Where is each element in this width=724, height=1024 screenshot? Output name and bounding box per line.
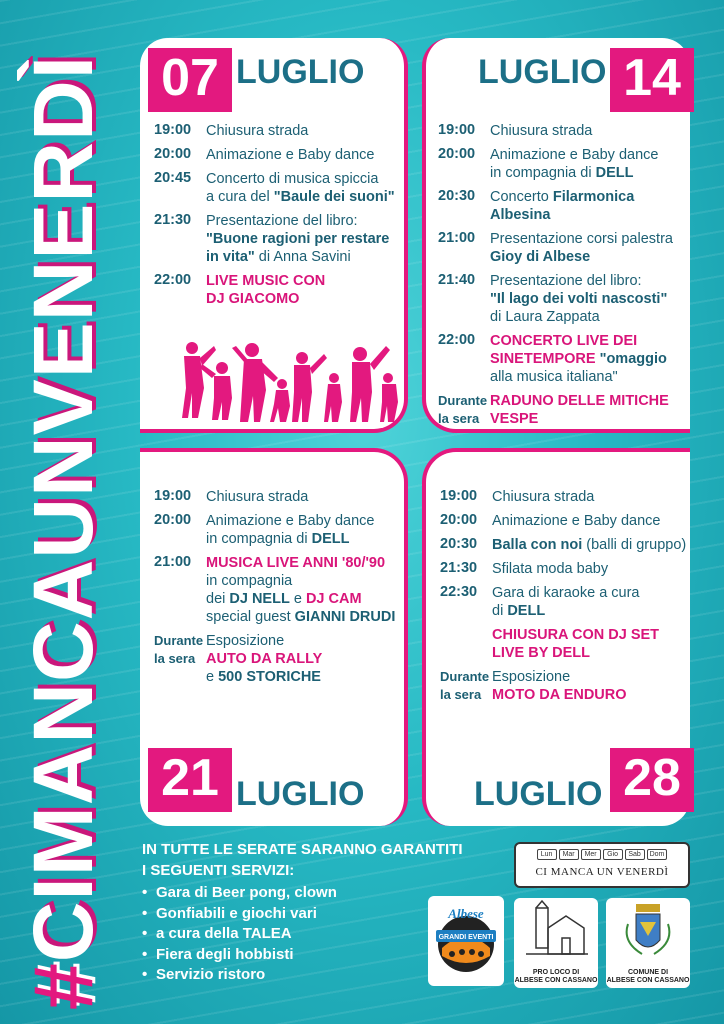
- service-item: • Servizio ristoro: [142, 965, 482, 986]
- event-time: Durante la sera: [438, 393, 488, 426]
- schedule-row: [438, 392, 690, 428]
- service-item: • Gara di Beer pong, clown: [142, 883, 482, 904]
- weekday: Mer: [581, 849, 601, 860]
- event-time: 20:00: [154, 512, 192, 528]
- schedule-row: [438, 332, 690, 386]
- weekday-row: [516, 849, 688, 860]
- schedule-row: [440, 626, 690, 662]
- month-label: LUGLIO: [478, 53, 607, 91]
- service-item: • Fiera degli hobbisti: [142, 945, 482, 966]
- schedule-row: [154, 272, 402, 308]
- event-description: [206, 512, 402, 548]
- event-card-07: [140, 38, 408, 433]
- schedule-row: [438, 122, 690, 140]
- event-text: Chiusura strada: [492, 489, 595, 505]
- event-description: [490, 332, 690, 386]
- schedule-row: [154, 170, 402, 206]
- event-text: DELL: [595, 165, 634, 181]
- event-text: Gara di karaoke a cura: [492, 585, 640, 601]
- event-time: 21:30: [440, 560, 478, 576]
- event-text: SINETEMPORE: [490, 351, 596, 367]
- coat-of-arms-icon: [606, 898, 690, 968]
- event-text: Chiusura strada: [206, 123, 309, 139]
- event-time: 21:00: [438, 230, 476, 246]
- event-time: 19:00: [154, 122, 192, 138]
- services-heading-2: I SEGUENTI SERVIZI:: [142, 861, 295, 879]
- event-text: (balli di gruppo): [582, 537, 687, 553]
- weekday: Dom: [647, 849, 668, 860]
- event-text: CHIUSURA CON DJ SET: [492, 627, 660, 643]
- event-text: alla musica italiana": [490, 369, 618, 385]
- event-time: 22:00: [154, 272, 192, 288]
- albese-logo-title: Albese: [448, 906, 484, 921]
- event-text: Presentazione del libro:: [490, 273, 642, 289]
- schedule-row: [440, 668, 690, 704]
- pro-loco-caption: PRO LOCO DI ALBESE CON CASSANO: [514, 969, 598, 984]
- ci-manca-text: CI MANCA UN VENERDÌ: [535, 866, 669, 878]
- event-text: MUSICA LIVE ANNI '80/'90: [206, 555, 386, 571]
- schedule-row: [440, 560, 690, 578]
- event-text: Concerto di musica spiccia: [206, 171, 379, 187]
- albese-grandi-eventi-logo: [428, 896, 504, 986]
- event-description: [206, 212, 402, 266]
- event-description: [206, 272, 402, 308]
- schedule-row: [154, 632, 402, 686]
- albese-logo-icon: [428, 896, 504, 986]
- event-text: GIANNI DRUDI: [294, 609, 396, 625]
- event-text: dei: [206, 591, 230, 607]
- event-description: [490, 392, 690, 428]
- day-number: 21: [148, 748, 232, 812]
- event-description: [492, 584, 690, 620]
- event-time: 19:00: [440, 488, 478, 504]
- event-description: [490, 272, 690, 326]
- event-text: Chiusura strada: [490, 123, 593, 139]
- event-text: a cura del: [206, 189, 274, 205]
- schedule-row: [154, 146, 402, 164]
- event-text: Animazione e Baby dance: [490, 147, 659, 163]
- event-text: "Baule dei suoni": [273, 189, 395, 205]
- schedule-row: [440, 512, 690, 530]
- event-text: "omaggio: [595, 351, 667, 367]
- event-description: [206, 554, 402, 626]
- event-text: in vita": [206, 249, 255, 265]
- event-time: Durante la sera: [154, 633, 204, 666]
- event-text: di Anna Savini: [254, 249, 351, 265]
- event-card-14: [422, 38, 690, 433]
- comune-caption: COMUNE DI ALBESE CON CASSANO: [606, 969, 690, 984]
- albese-logo-subtitle: GRANDI EVENTI: [438, 934, 494, 941]
- event-text: DJ NELL: [229, 591, 290, 607]
- event-time: 19:00: [438, 122, 476, 138]
- comune-logo: [606, 898, 690, 988]
- event-text: AUTO DA RALLY: [206, 651, 323, 667]
- event-time: 22:30: [440, 584, 478, 600]
- event-time: 19:00: [154, 488, 192, 504]
- event-time: 21:00: [154, 554, 192, 570]
- event-time: Durante la sera: [440, 669, 490, 702]
- event-time: 20:00: [154, 146, 192, 162]
- event-text: Esposizione: [206, 633, 285, 649]
- vertical-title: #CIMANCAUNVENERDÌ: [16, 54, 110, 1010]
- event-text: DJ CAM: [305, 591, 362, 607]
- event-text: special guest: [206, 609, 295, 625]
- schedule: [440, 488, 690, 710]
- event-text: di Laura Zappata: [490, 309, 600, 325]
- month-label: LUGLIO: [474, 775, 603, 813]
- event-text: 500 STORICHE: [218, 669, 321, 685]
- event-description: [206, 146, 402, 164]
- event-description: [206, 122, 402, 140]
- schedule: [438, 122, 690, 434]
- event-text: CONCERTO LIVE DEI: [490, 333, 638, 349]
- schedule-row: [440, 536, 690, 554]
- event-text: RADUNO DELLE MITICHE: [490, 393, 669, 409]
- event-text: LIVE MUSIC CON: [206, 273, 326, 289]
- dancers-illustration: [174, 338, 404, 428]
- event-time: 20:30: [440, 536, 478, 552]
- event-text: DELL: [507, 603, 546, 619]
- event-time: 20:30: [438, 188, 476, 204]
- event-description: [492, 488, 690, 506]
- event-description: [206, 632, 402, 686]
- event-text: VESPE: [490, 411, 539, 427]
- schedule-row: [154, 212, 402, 266]
- event-text: Animazione e Baby dance: [492, 513, 661, 529]
- event-text: in compagnia: [206, 573, 293, 589]
- schedule-row: [154, 122, 402, 140]
- event-time: 20:00: [440, 512, 478, 528]
- weekday: Mar: [559, 849, 579, 860]
- event-text: Esposizione: [492, 669, 571, 685]
- event-text: in compagnia di: [490, 165, 596, 181]
- event-description: [490, 188, 690, 224]
- service-item: • Gonfiabili e giochi vari: [142, 904, 482, 925]
- event-text: Concerto: [490, 189, 553, 205]
- weekday: Lun: [537, 849, 557, 860]
- event-text: di: [492, 603, 508, 619]
- event-time: 21:40: [438, 272, 476, 288]
- event-description: [492, 626, 690, 662]
- event-text: Sfilata moda baby: [492, 561, 609, 577]
- event-description: [490, 122, 690, 140]
- schedule: [154, 122, 402, 314]
- pro-loco-logo: [514, 898, 598, 988]
- ci-manca-un-venerdi-logo: [514, 842, 690, 888]
- schedule-row: [154, 512, 402, 548]
- church-icon: [514, 898, 598, 968]
- schedule-row: [440, 584, 690, 620]
- event-time: 20:45: [154, 170, 192, 186]
- day-number: 07: [148, 48, 232, 112]
- weekday: Gio: [603, 849, 623, 860]
- event-description: [492, 668, 690, 704]
- event-text: Balla con noi: [492, 537, 583, 553]
- event-text: Filarmonica Albesina: [490, 189, 635, 223]
- schedule-row: [154, 554, 402, 626]
- event-description: [492, 560, 690, 578]
- event-text: e: [289, 591, 306, 607]
- event-text: DJ GIACOMO: [206, 291, 300, 307]
- event-text: LIVE BY DELL: [492, 645, 591, 661]
- schedule: [154, 488, 402, 692]
- event-time: [440, 626, 492, 662]
- event-card-28: [422, 448, 690, 826]
- weekday: Sab: [625, 849, 645, 860]
- event-text: Gioy di Albese: [490, 249, 591, 265]
- event-time: 21:30: [154, 212, 192, 228]
- event-text: DELL: [311, 531, 350, 547]
- event-text: e: [206, 669, 219, 685]
- event-text: MOTO DA ENDURO: [492, 687, 627, 703]
- day-number: 28: [610, 748, 694, 812]
- event-description: [490, 230, 690, 266]
- event-text: "Buone ragioni per restare: [206, 231, 390, 247]
- schedule-row: [438, 146, 690, 182]
- event-text: "Il lago dei volti nascosti": [490, 291, 668, 307]
- event-text: Animazione e Baby dance: [206, 147, 375, 163]
- services-heading-1: IN TUTTE LE SERATE SARANNO GARANTITI: [142, 841, 463, 858]
- event-description: [492, 512, 690, 530]
- event-description: [490, 146, 690, 182]
- schedule-row: [438, 188, 690, 224]
- event-description: [206, 488, 402, 506]
- event-time: 22:00: [438, 332, 476, 348]
- event-text: Presentazione del libro:: [206, 213, 358, 229]
- schedule-row: [438, 230, 690, 266]
- day-number: 14: [610, 48, 694, 112]
- event-text: Animazione e Baby dance: [206, 513, 375, 529]
- event-text: Chiusura strada: [206, 489, 309, 505]
- month-label: LUGLIO: [236, 775, 365, 813]
- schedule-row: [438, 272, 690, 326]
- event-text: in compagnia di: [206, 531, 312, 547]
- event-time: 20:00: [438, 146, 476, 162]
- schedule-row: [154, 488, 402, 506]
- event-description: [492, 536, 690, 554]
- event-description: [206, 170, 402, 206]
- schedule-row: [440, 488, 690, 506]
- month-label: LUGLIO: [236, 53, 365, 91]
- event-card-21: [140, 448, 408, 826]
- service-item-continued: • a cura della TALEA: [142, 924, 482, 945]
- event-text: Presentazione corsi palestra: [490, 231, 673, 247]
